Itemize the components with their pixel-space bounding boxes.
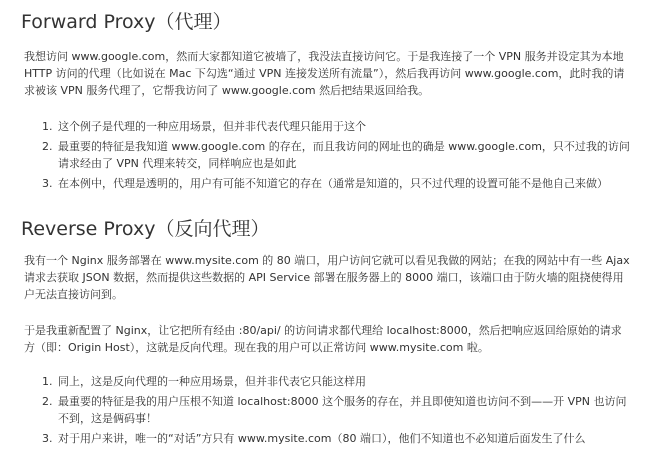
list-item [42,175,632,192]
reverse-proxy-paragraph-2: 于是我重新配置了 Nginx，让它把所有经由 :80/api/ 的访问请求都代理给 localhost:8000，然后把响应返回给原始的请求方（即：Origin Host），这就是反向代理。现在我的用户可以正常访问 www.mysite.com 啦。 [24,324,622,354]
list-item-text: 对于用户来讲，唯一的“对话”方只有 www.mysite.com（80 端口），他们不知道也不必知道后面发生了什么 [58,432,586,445]
list-item [42,393,632,427]
list-item-number: 1. [42,375,53,388]
list-item [42,138,632,172]
list-item-number: 2. [42,140,53,153]
list-item-number: 3. [42,432,53,445]
list-item-text: 最重要的特征是我知道 www.google.com 的存在，而且我访问的网址也的确是 www.google.com，只不过我的访问请求经由了 VPN 代理来转交，同样响应也是如此 [58,140,630,170]
list-item-number: 3. [42,177,53,190]
forward-proxy-list [42,118,632,195]
reverse-proxy-list [42,373,632,450]
list-item-number: 2. [42,395,53,408]
list-item-text: 这个例子是代理的一种应用场景，但并非代表代理只能用于这个 [58,120,366,133]
reverse-proxy-paragraph-1: 我有一个 Nginx 服务部署在 www.mysite.com 的 80 端口，用户访问它就可以看见我做的网站；在我的网站中有一些 Ajax 请求去获取 JSON 数据，然而提供这些数据的 API Service 部署在服务器上的 8000 端口，该端口由于防火墙的阻挠使得用户无法直接访问到。 [24,254,630,301]
forward-proxy-heading: Forward Proxy（代理） [21,11,232,33]
list-item-text: 在本例中，代理是透明的，用户有可能不知道它的存在（通常是知道的，只不过代理的设置可能不是他自己来做） [58,177,608,190]
list-item [42,118,632,135]
list-item-number: 1. [42,120,53,133]
list-item [42,373,632,390]
list-item-text: 最重要的特征是我的用户压根不知道 localhost:8000 这个服务的存在，并且即使知道也访问不到——开 VPN 也访问不到，这是俩码事！ [58,395,627,425]
list-item [42,430,632,447]
reverse-proxy-heading: Reverse Proxy（反向代理） [21,218,270,240]
forward-proxy-paragraph: 我想访问 www.google.com，然而大家都知道它被墙了，我没法直接访问它。于是我连接了一个 VPN 服务并设定其为本地 HTTP 访问的代理（比如说在 Mac 下勾选“通过 VPN 连接发送所有流量”），然后我再访问 www.google.com，此时我的请求被该 VPN 服务代理了，它帮我访问了 www.google.com 然后把结果返回给我。 [24,50,625,97]
list-item-text: 同上，这是反向代理的一种应用场景，但并非代表它只能这样用 [58,375,366,388]
